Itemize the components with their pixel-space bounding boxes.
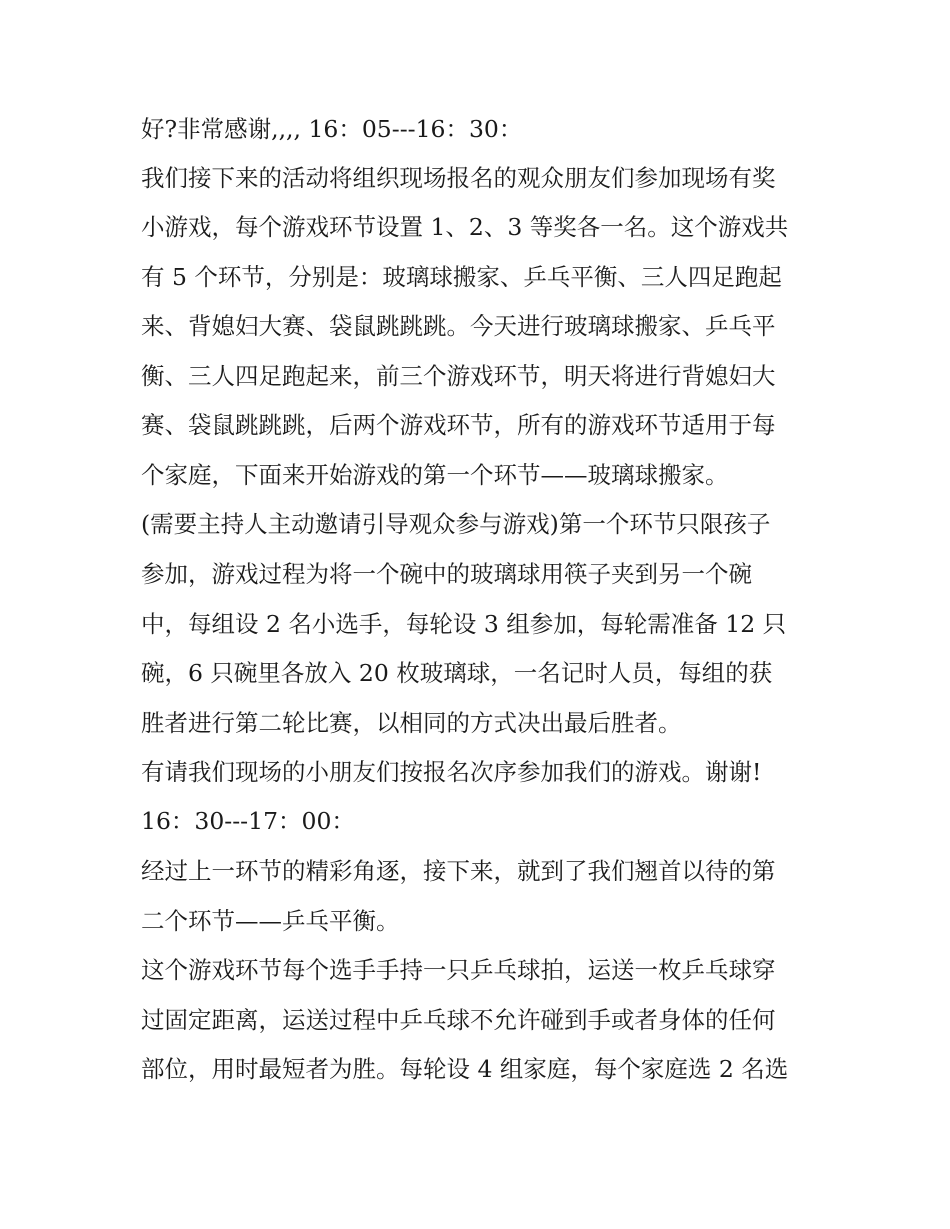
text-line: 有请我们现场的小朋友们按报名次序参加我们的游戏。谢谢! — [141, 758, 762, 786]
text-line: 个家庭，下面来开始游戏的第一个环节——玻璃球搬家。 — [141, 461, 729, 489]
text-line: (需要主持人主动邀请引导观众参与游戏)第一个环节只限孩子 — [141, 510, 771, 538]
text-line: 二个环节——乒乓平衡。 — [141, 907, 400, 935]
text-line: 这个游戏环节每个选手手持一只乒乓球拍，运送一枚乒乓球穿 — [141, 956, 776, 984]
text-line: 经过上一环节的精彩角逐，接下来，就到了我们翘首以待的第 — [141, 857, 776, 885]
text-line: 好?非常感谢,,,, 16：05---16：30： — [141, 115, 523, 143]
text-line: 过固定距离，运送过程中乒乓球不允许碰到手或者身体的任何 — [141, 1006, 776, 1034]
text-line: 参加，游戏过程为将一个碗中的玻璃球用筷子夹到另一个碗 — [141, 560, 752, 588]
text-line: 部位，用时最短者为胜。每轮设 4 组家庭，每个家庭选 2 名选 — [141, 1055, 789, 1083]
text-line: 中，每组设 2 名小选手，每轮设 3 组参加，每轮需准备 12 只 — [141, 610, 787, 638]
text-line: 我们接下来的活动将组织现场报名的观众朋友们参加现场有奖 — [141, 164, 776, 192]
text-line: 衡、三人四足跑起来，前三个游戏环节，明天将进行背媳妇大 — [141, 362, 776, 390]
text-line: 赛、袋鼠跳跳跳，后两个游戏环节，所有的游戏环节适用于每 — [141, 411, 776, 439]
text-line: 碗，6 只碗里各放入 20 枚玻璃球，一名记时人员，每组的获 — [141, 659, 773, 687]
text-line: 胜者进行第二轮比赛，以相同的方式决出最后胜者。 — [141, 709, 682, 737]
text-line: 小游戏，每个游戏环节设置 1、2、3 等奖各一名。这个游戏共 — [141, 213, 789, 241]
text-line: 有 5 个环节，分别是：玻璃球搬家、乒乓平衡、三人四足跑起 — [141, 263, 782, 291]
text-line: 来、背媳妇大赛、袋鼠跳跳跳。今天进行玻璃球搬家、乒乓平 — [141, 312, 776, 340]
text-line: 16：30---17：00： — [141, 807, 355, 835]
